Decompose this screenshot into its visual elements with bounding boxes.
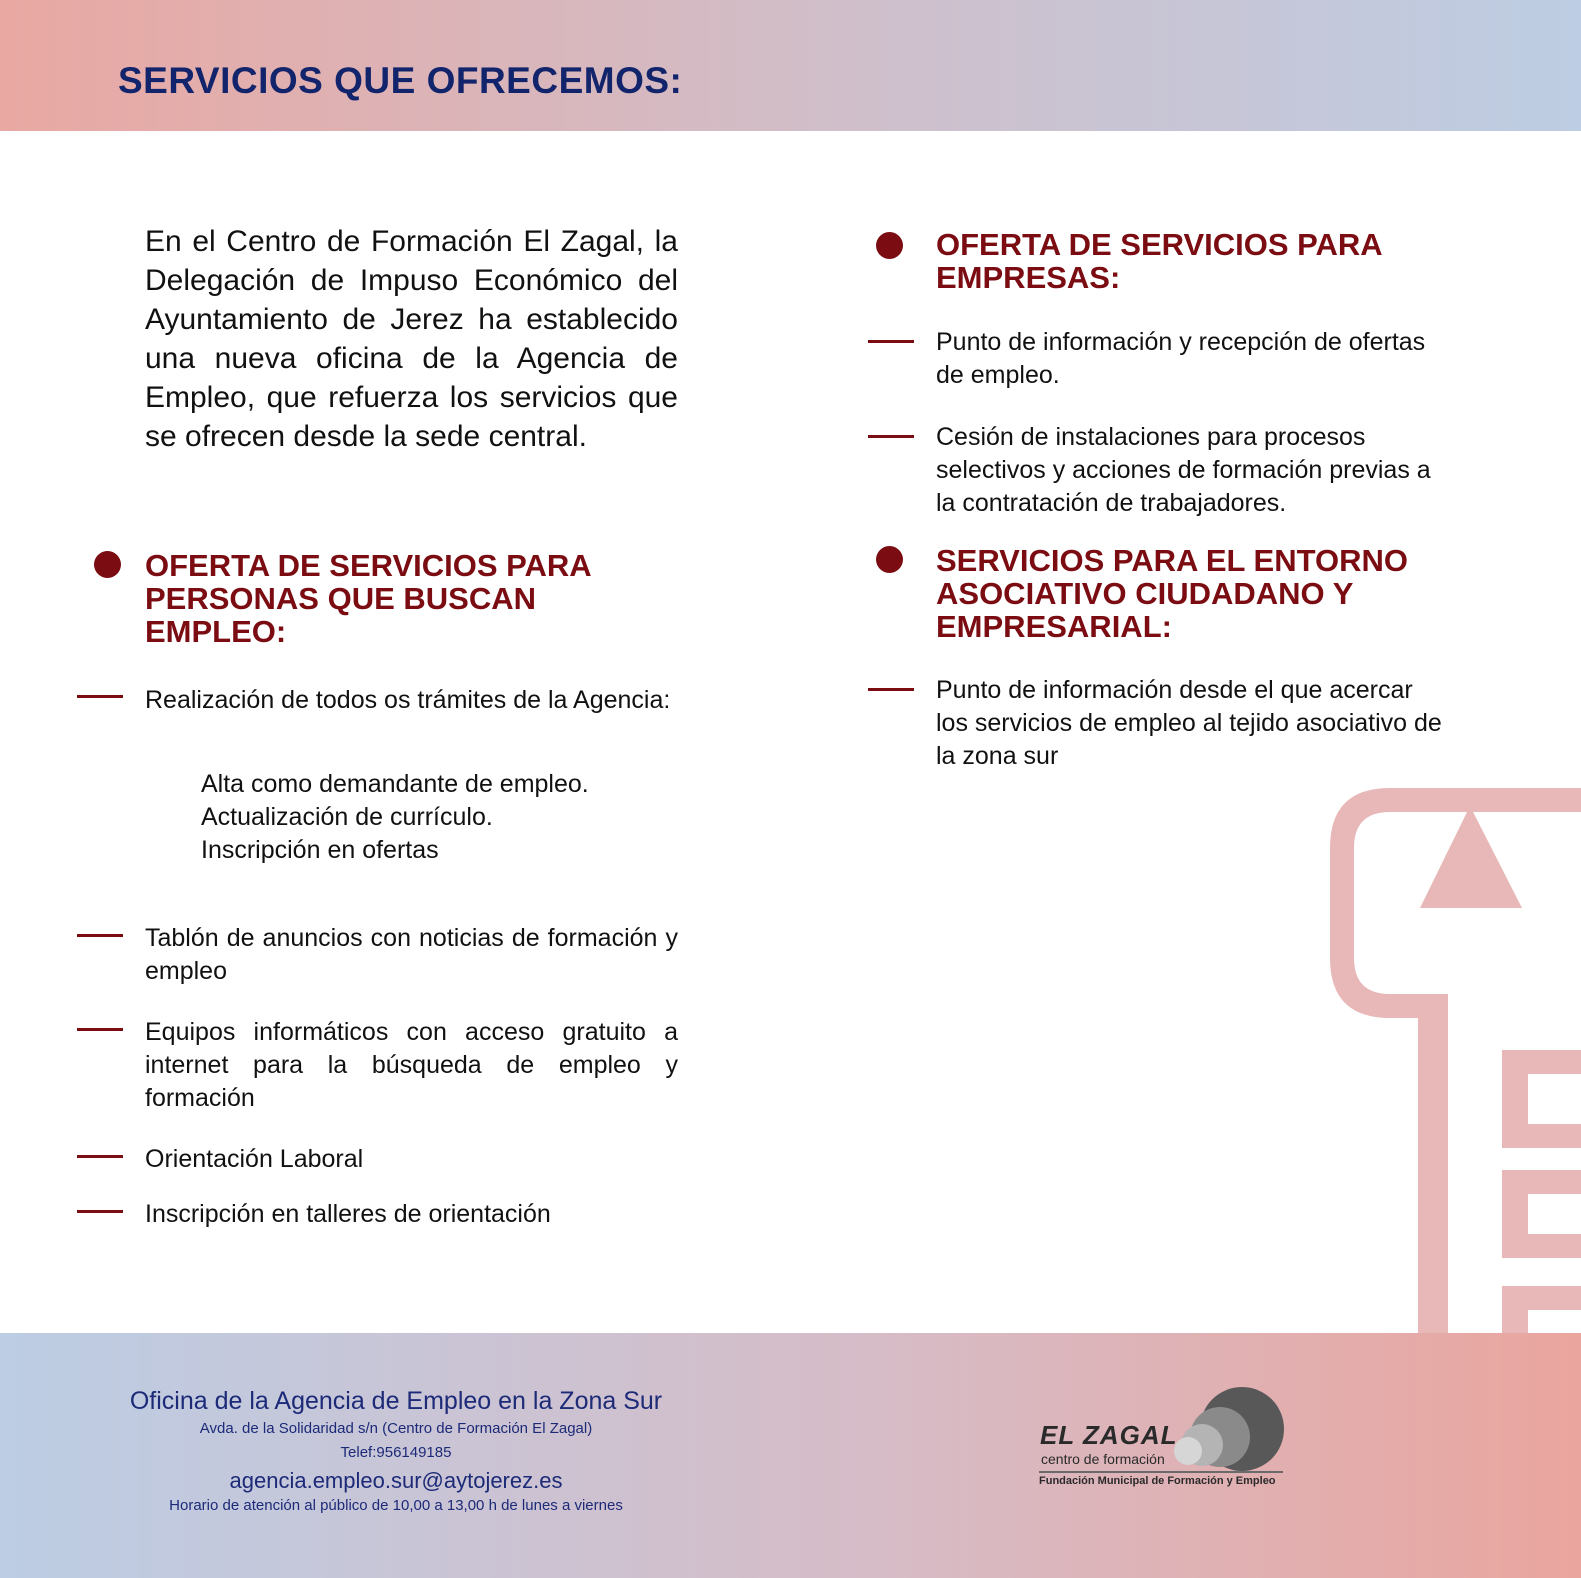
logo-subtitle: centro de formación	[1041, 1451, 1165, 1467]
footer-address: Avda. de la Solidaridad s/n (Centro de Formación El Zagal)	[199, 1420, 593, 1437]
footer-office-name: Oficina de la Agencia de Empleo en la Zona Sur	[129, 1387, 663, 1415]
decorative-logo-shape	[1330, 788, 1581, 1333]
dash-icon	[868, 340, 914, 343]
dash-icon	[77, 695, 123, 698]
logo-foundation: Fundación Municipal de Formación y Empleo	[1039, 1475, 1276, 1487]
logo-name: EL ZAGAL	[1040, 1420, 1178, 1450]
personas-item-3: Equipos informáticos con acceso gratuito a internet para la búsqueda de empleo y formación	[145, 1018, 678, 1112]
dash-icon	[77, 934, 123, 937]
section-heading-personas: OFERTA DE SERVICIOS PARA PERSONAS QUE BUSCAN EMPLEO:	[145, 548, 591, 649]
footer-hours: Horario de atención al público de 10,00 a 13,00 h de lunes a viernes	[169, 1497, 623, 1514]
logo-circles-icon	[1170, 1385, 1290, 1475]
dash-icon	[77, 1210, 123, 1213]
personas-item-4: Orientación Laboral	[145, 1145, 364, 1173]
el-zagal-logo	[1035, 1385, 1295, 1495]
personas-subitem: Actualización de currículo.	[201, 803, 493, 831]
section-heading-empresas: OFERTA DE SERVICIOS PARA EMPRESAS:	[936, 227, 1382, 295]
personas-subitem: Alta como demandante de empleo.	[201, 770, 589, 798]
bullet-dot-icon	[876, 546, 903, 573]
dash-icon	[77, 1155, 123, 1158]
intro-paragraph: En el Centro de Formación El Zagal, la Delegación de Impuso Económico del Ayuntamiento de Jerez ha establecido una nueva oficina de la Agencia de Empleo, que refuerza los servicios que se ofrecen desde la sede central.	[145, 225, 678, 453]
empresas-item-1: Punto de información y recepción de ofertas de empleo.	[936, 328, 1426, 389]
personas-item-5: Inscripción en talleres de orientación	[145, 1200, 551, 1228]
dash-icon	[868, 435, 914, 438]
bullet-dot-icon	[876, 232, 903, 259]
bullet-dot-icon	[94, 551, 121, 578]
personas-item-1: Realización de todos os trámites de la Agencia:	[145, 686, 671, 714]
section-heading-asociativo: SERVICIOS PARA EL ENTORNO ASOCIATIVO CIUDADANO Y EMPRESARIAL:	[936, 543, 1408, 644]
dash-icon	[77, 1028, 123, 1031]
personas-subitem: Inscripción en ofertas	[201, 836, 439, 864]
personas-item-2: Tablón de anuncios con noticias de formación y empleo	[145, 924, 678, 985]
footer-email-link[interactable]: agencia.empleo.sur@aytojerez.es	[229, 1468, 563, 1493]
empresas-item-2: Cesión de instalaciones para procesos selectivos y acciones de formación previas a la contratación de trabajadores.	[936, 423, 1431, 517]
footer-phone: Telef:956149185	[340, 1444, 452, 1461]
logo-divider	[1039, 1471, 1283, 1473]
page-title: SERVICIOS QUE OFRECEMOS:	[118, 60, 683, 101]
asociativo-item-1: Punto de información desde el que acercar los servicios de empleo al tejido asociativo de la zona sur	[936, 676, 1442, 770]
dash-icon	[868, 688, 914, 691]
